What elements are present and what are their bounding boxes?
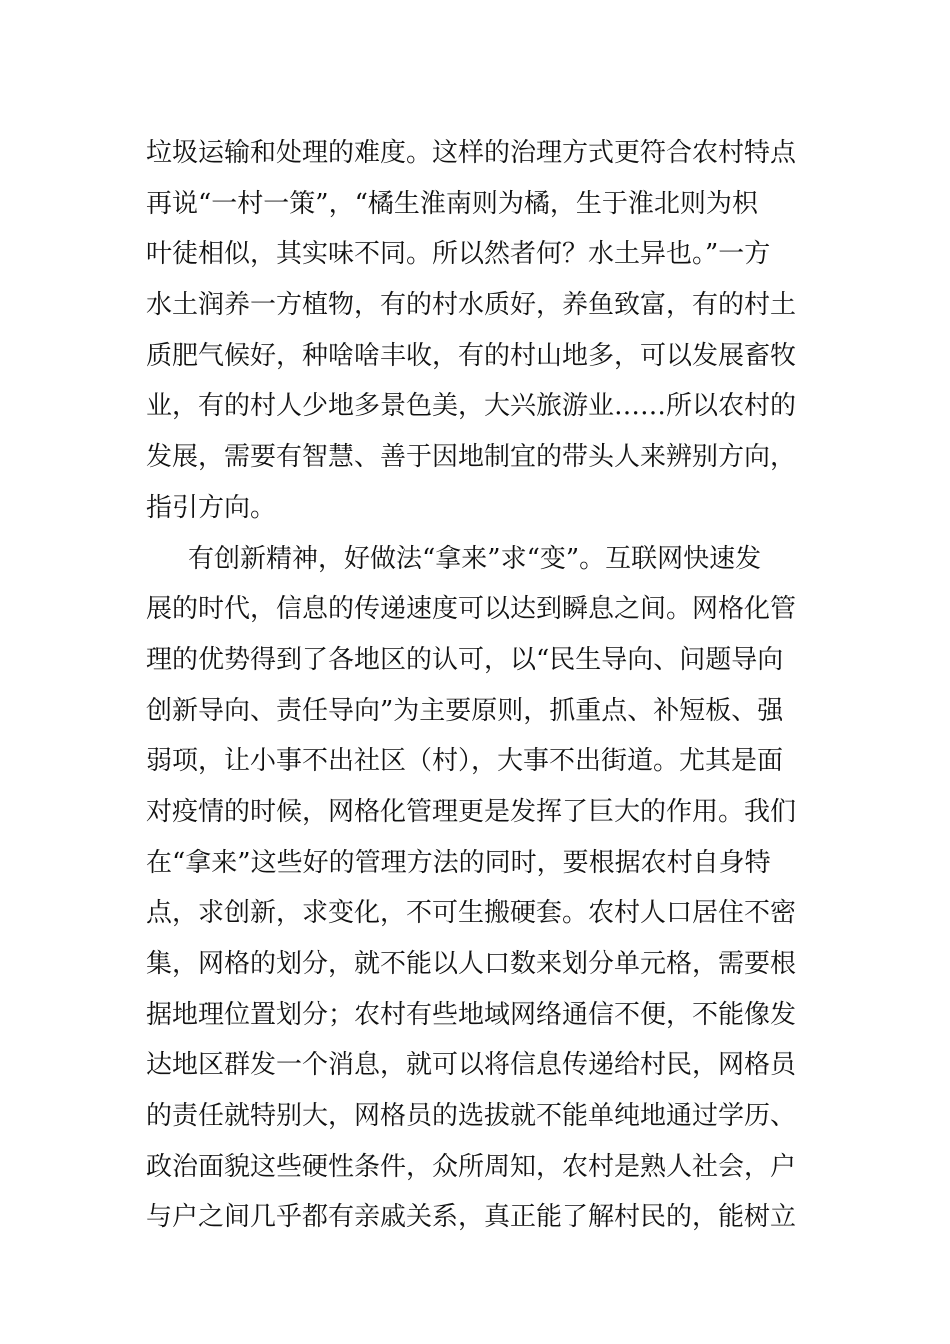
text-line: 叶徒相似，其实味不同。所以然者何？水土异也。”一方 [146,239,771,270]
text-line: 弱项，让小事不出社区（村），大事不出街道。尤其是面 [146,746,784,777]
text-line: 据地理位置划分；农村有些地域网络通信不便，不能像发 [146,999,797,1030]
text-line: 发展，需要有智慧、善于因地制宜的带头人来辨别方向， [146,442,797,473]
text-line: 点，求创新，求变化，不可生搬硬套。农村人口居住不密 [146,898,797,929]
text-line: 的责任就特别大，网格员的选拔就不能单纯地通过学历、 [146,1101,797,1132]
text-line: 理的优势得到了各地区的认可，以“民生导向、问题导向 [146,644,784,675]
text-line: 业，有的村人少地多景色美，大兴旅游业……所以农村的 [146,391,797,422]
text-line: 水土润养一方植物，有的村水质好，养鱼致富，有的村土 [146,290,797,321]
text-line: 与户之间几乎都有亲戚关系，真正能了解村民的，能树立 [146,1202,797,1233]
text-line: 集，网格的划分，就不能以人口数来划分单元格，需要根 [146,949,797,979]
text-line: 对疫情的时候，网格化管理更是发挥了巨大的作用。我们 [146,796,797,827]
text-line: 垃圾运输和处理的难度。这样的治理方式更符合农村特点 [146,138,797,168]
text-line: 质肥气候好，种啥啥丰收，有的村山地多，可以发展畜牧 [146,340,797,371]
text-line: 创新导向、责任导向”为主要原则，抓重点、补短板、强 [146,695,784,726]
text-line: 达地区群发一个消息，就可以将信息传递给村民，网格员 [146,1050,797,1081]
text-line: 展的时代，信息的传递速度可以达到瞬息之间。网格化管 [146,594,797,625]
text-line: 指引方向。 [146,492,277,523]
paragraph-start-line: 有创新精神，好做法“拿来”求“变”。互联网快速发 [188,543,762,574]
text-line: 政治面貌这些硬性条件，众所周知，农村是熟人社会，户 [146,1151,797,1182]
text-line: 在“拿来”这些好的管理方法的同时，要根据农村自身特 [146,847,771,878]
body-text [146,130,816,1245]
text-line: 再说“一村一策”，“橘生淮南则为橘，生于淮北则为枳 [146,188,758,219]
